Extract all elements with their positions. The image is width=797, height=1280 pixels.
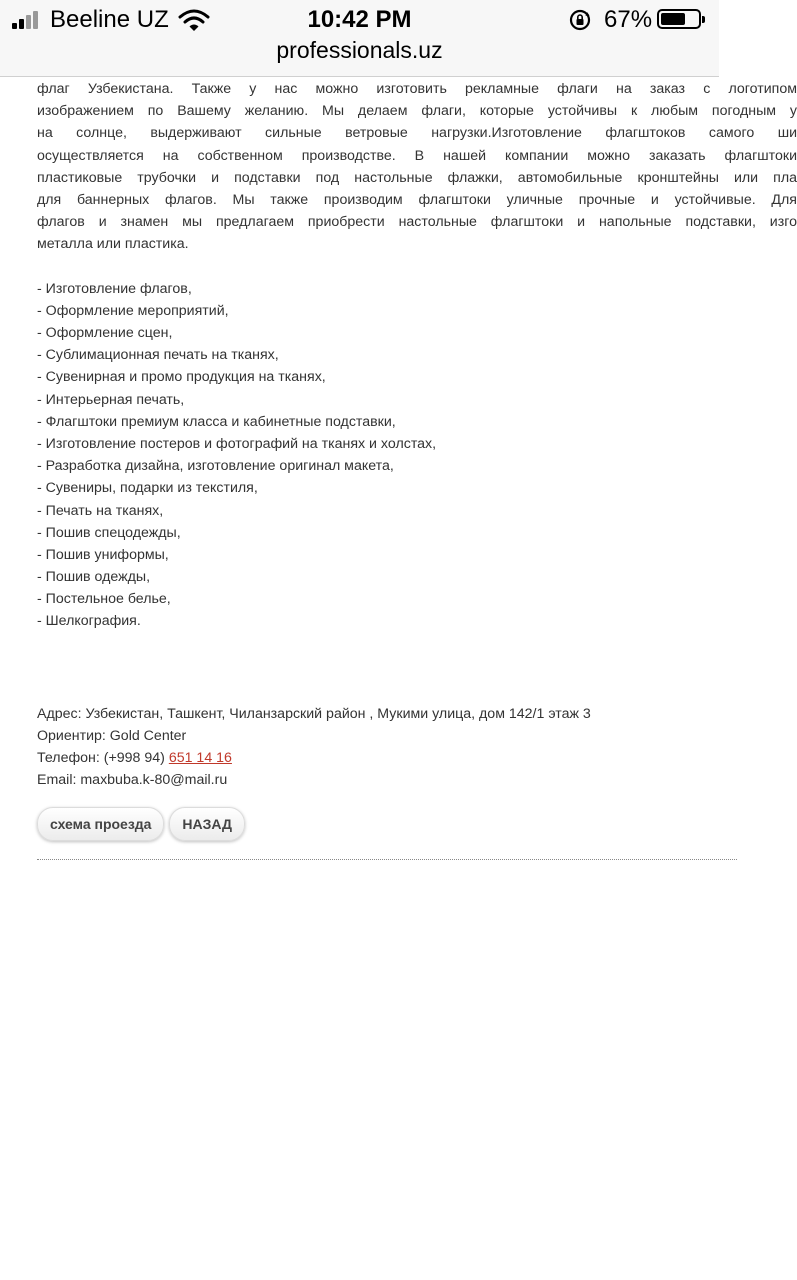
carrier-name: Beeline UZ — [50, 6, 169, 33]
contact-info — [37, 703, 719, 792]
dotted-divider — [37, 859, 737, 860]
list-item: - Разработка дизайна, изготовление оригинал макета, — [37, 458, 394, 475]
status-bar — [0, 0, 719, 40]
battery-icon — [657, 9, 701, 29]
article-line: пластиковые трубочки и подставки под настольные флажки, автомобильные кронштейны или пла — [37, 169, 797, 186]
list-item: - Изготовление постеров и фотографий на тканях и холстах, — [37, 435, 437, 452]
article-line: осуществляется на собственном производстве. В нашей компании можно заказать флагштоки — [37, 147, 797, 164]
list-item: - Пошив спецодежды, — [37, 524, 181, 541]
list-item: - Постельное белье, — [37, 591, 171, 608]
address-bar[interactable] — [0, 37, 719, 77]
list-item: - Сувенирная и промо продукция на тканях, — [37, 369, 326, 386]
back-button[interactable]: НАЗАД — [169, 807, 245, 841]
list-item: - Пошив одежды, — [37, 569, 151, 586]
clock: 10:42 PM — [307, 6, 412, 33]
list-item: - Пошив униформы, — [37, 546, 169, 563]
article-text — [37, 78, 797, 256]
battery-percent: 67% — [604, 6, 653, 33]
article-line: изображением по Вашему желанию. Мы делаем флаги, которые устойчивы к любым погодным у — [37, 103, 797, 120]
list-item: - Интерьерная печать, — [37, 391, 185, 408]
email-text: Email: maxbuba.k-80@mail.ru — [37, 772, 228, 789]
action-buttons — [37, 807, 719, 843]
list-item: - Сувениры, подарки из текстиля, — [37, 480, 258, 497]
phone-label: Телефон: (+998 94) — [37, 750, 169, 766]
article-line: металла или пластика. — [37, 236, 189, 253]
article-line: на солнце, выдерживают сильные ветровые нагрузки.Изготовление флагштоков самого ши — [37, 125, 797, 142]
page-content — [37, 78, 797, 1280]
rotation-lock-icon — [568, 8, 592, 32]
article-line: для баннерных флагов. Мы также производим флагштоки уличные прочные и устойчивые. Для — [37, 192, 797, 209]
phone-link[interactable]: 651 14 16 — [168, 750, 232, 766]
list-item: - Оформление мероприятий, — [37, 302, 229, 319]
url-text: professionals.uz — [276, 37, 443, 63]
article-line: флаг Узбекистана. Также у нас можно изготовить рекламные флаги на заказ с логотипом — [37, 81, 797, 97]
list-item: - Флагштоки премиум класса и кабинетные подставки, — [37, 413, 396, 430]
phone-row — [37, 747, 719, 769]
landmark-text: Ориентир: Gold Center — [37, 727, 187, 744]
list-item: - Шелкография. — [37, 613, 141, 630]
list-item: - Сублимационная печать на тканях, — [37, 347, 279, 364]
list-item: - Оформление сцен, — [37, 325, 173, 341]
route-map-button[interactable]: схема проезда — [37, 807, 164, 841]
list-item: - Печать на тканях, — [37, 502, 164, 519]
address-text: Адрес: Узбекистан, Ташкент, Чиланзарский район , Мукими улица, дом 142/1 этаж 3 — [37, 705, 591, 722]
article-line: флагов и знамен мы предлагаем приобрести настольные флагштоки и напольные подставки, изго — [37, 214, 797, 231]
services-list — [37, 278, 719, 633]
list-item: - Изготовление флагов, — [37, 280, 192, 297]
